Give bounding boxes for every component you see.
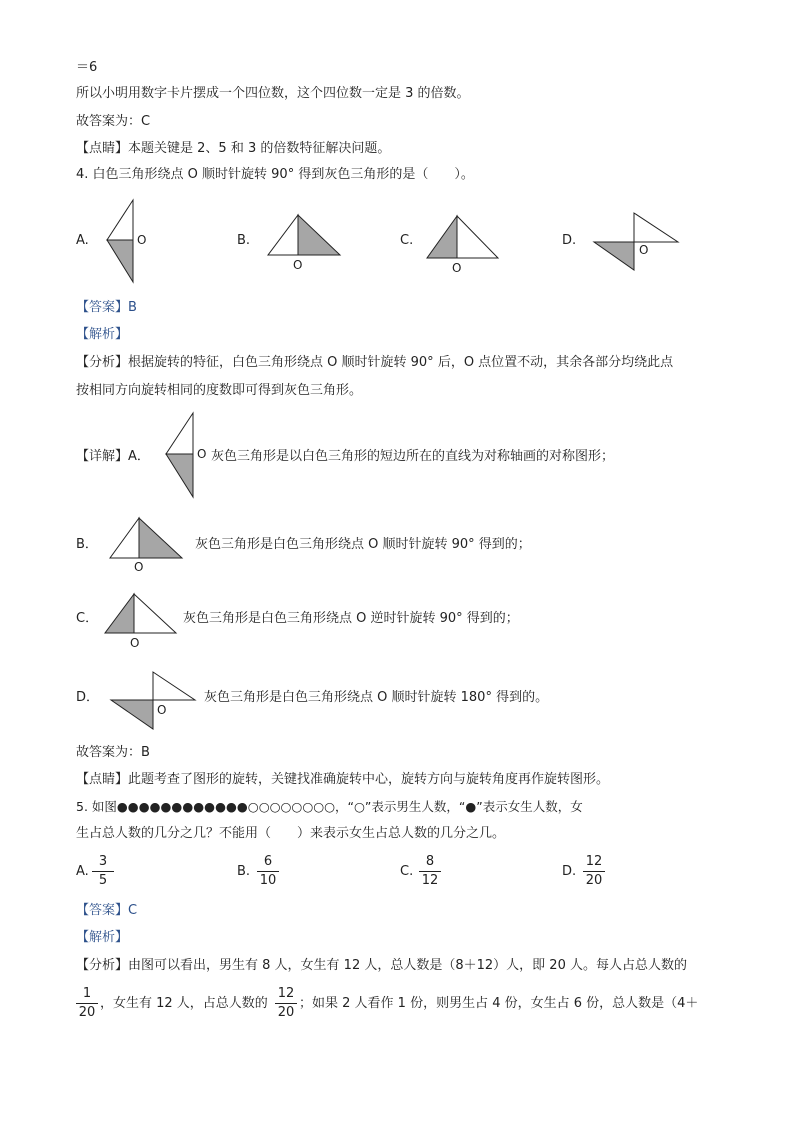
text-line: 所以小明用数字卡片摆成一个四位数，这个四位数一定是 3 的倍数。 [76, 86, 470, 101]
tag-fenxi: 【分析】 [76, 958, 129, 973]
q5-option-a-fraction [92, 854, 114, 889]
tag-dianjing: 【点睛】 [76, 141, 129, 156]
numerator: 3 [98, 854, 108, 869]
detail-c-text: 灰色三角形是白色三角形绕点 O 逆时针旋转 90° 得到的； [183, 611, 519, 626]
tag-dianjing: 【点睛】 [76, 772, 129, 787]
svg-text:O: O [157, 703, 167, 717]
analysis-text: 由图可以看出，男生有 8 人，女生有 12 人，总人数是（8＋12）人，即 20 人。每人占总人数的 [128, 958, 687, 973]
analysis-text: ；如果 2 人看作 1 份，则男生占 4 份，女生占 6 份，总人数是（4＋ [299, 996, 699, 1011]
text-line: 故答案为：C [76, 114, 151, 129]
note-line [76, 141, 390, 157]
detail-figure-b [108, 516, 193, 576]
detail-c-label: C． [76, 611, 99, 626]
denominator: 20 [585, 873, 603, 888]
q4-figure-d [592, 210, 692, 275]
svg-text:O: O [130, 636, 140, 650]
q5-option-b-label: B. [237, 864, 251, 879]
numerator: 1 [82, 986, 92, 1001]
analysis-text: ，女生有 12 人，占总人数的 [100, 996, 268, 1011]
q5-option-c-fraction [419, 854, 441, 889]
q5-option-a-label: A. [76, 864, 89, 879]
detail-b-label: B． [76, 537, 98, 552]
detail-figure-c [104, 593, 184, 653]
numerator: 12 [585, 854, 603, 869]
q4-option-a-label: A. [76, 233, 89, 248]
fraction-12-20 [275, 986, 297, 1021]
q4-option-d-label: D. [562, 233, 577, 248]
question-5-line1: 5. 如图●●●●●●●●●●●●○○○○○○○○，“○”表示男生人数，“●”表示女生人数，女 [76, 799, 583, 814]
svg-text:O: O [639, 243, 649, 257]
q5-option-b-fraction [257, 854, 279, 889]
numerator: 6 [263, 854, 273, 869]
denominator: 20 [277, 1005, 295, 1020]
detail-a-label [76, 449, 150, 465]
q4-figure-c [425, 213, 505, 278]
analysis-text: 根据旋转的特征，白色三角形绕点 O 顺时针旋转 90° 后，O 点位置不动，其余各部分均绕此点 [128, 355, 674, 370]
tag-fenxi: 【分析】 [76, 355, 129, 370]
question-4: 4. 白色三角形绕点 O 顺时针旋转 90° 得到灰色三角形的是（ ）。 [76, 167, 474, 182]
analysis-tag: 【解析】 [76, 930, 129, 945]
q4-option-b-label: B. [237, 233, 251, 248]
svg-text:O: O [452, 261, 462, 275]
answer-tag: 【答案】C [76, 903, 138, 918]
denominator: 12 [421, 873, 439, 888]
detail-d-label: D． [76, 690, 100, 705]
analysis-tag: 【解析】 [76, 327, 129, 342]
tag-xiangjie: 【详解】 [76, 449, 129, 464]
detail-d-text: 灰色三角形是白色三角形绕点 O 顺时针旋转 180° 得到的。 [204, 690, 549, 705]
note-text: 此题考查了图形的旋转，关键找准确旋转中心，旋转方向与旋转角度再作旋转图形。 [128, 772, 610, 787]
detail-option: A． [128, 449, 150, 464]
detail-figure-d [109, 670, 204, 740]
point-o-label: O [137, 233, 147, 247]
question-5-line2: 生占总人数的几分之几？不能用（ ）来表示女生占总人数的几分之几。 [76, 826, 506, 841]
text-line: ＝6 [76, 60, 98, 75]
answer-tag: 【答案】B [76, 300, 137, 315]
q4-figure-a [96, 198, 166, 288]
q4-figure-b [266, 210, 346, 275]
q5-option-d-fraction [583, 854, 605, 889]
denominator: 5 [98, 873, 108, 888]
q5-option-d-label: D. [562, 864, 577, 879]
numerator: 8 [425, 854, 435, 869]
detail-figure-a [164, 412, 214, 502]
note-line [76, 772, 609, 788]
denominator: 10 [259, 873, 277, 888]
detail-b-text: 灰色三角形是白色三角形绕点 O 顺时针旋转 90° 得到的； [195, 537, 531, 552]
svg-text:O: O [293, 258, 303, 272]
numerator: 12 [277, 986, 295, 1001]
analysis-line: 按相同方向旋转相同的度数即可得到灰色三角形。 [76, 383, 363, 398]
detail-a-text: 灰色三角形是以白色三角形的短边所在的直线为对称轴画的对称图形； [211, 449, 615, 464]
note-text: 本题关键是 2、5 和 3 的倍数特征解决问题。 [128, 141, 391, 156]
svg-text:O: O [134, 560, 144, 574]
fraction-1-20 [76, 986, 98, 1021]
denominator: 20 [78, 1005, 96, 1020]
svg-text:O: O [197, 447, 207, 461]
text-line: 故答案为：B [76, 745, 150, 760]
analysis-line [76, 355, 673, 371]
q5-option-c-label: C. [400, 864, 414, 879]
analysis-line [76, 958, 687, 974]
q4-option-c-label: C. [400, 233, 414, 248]
